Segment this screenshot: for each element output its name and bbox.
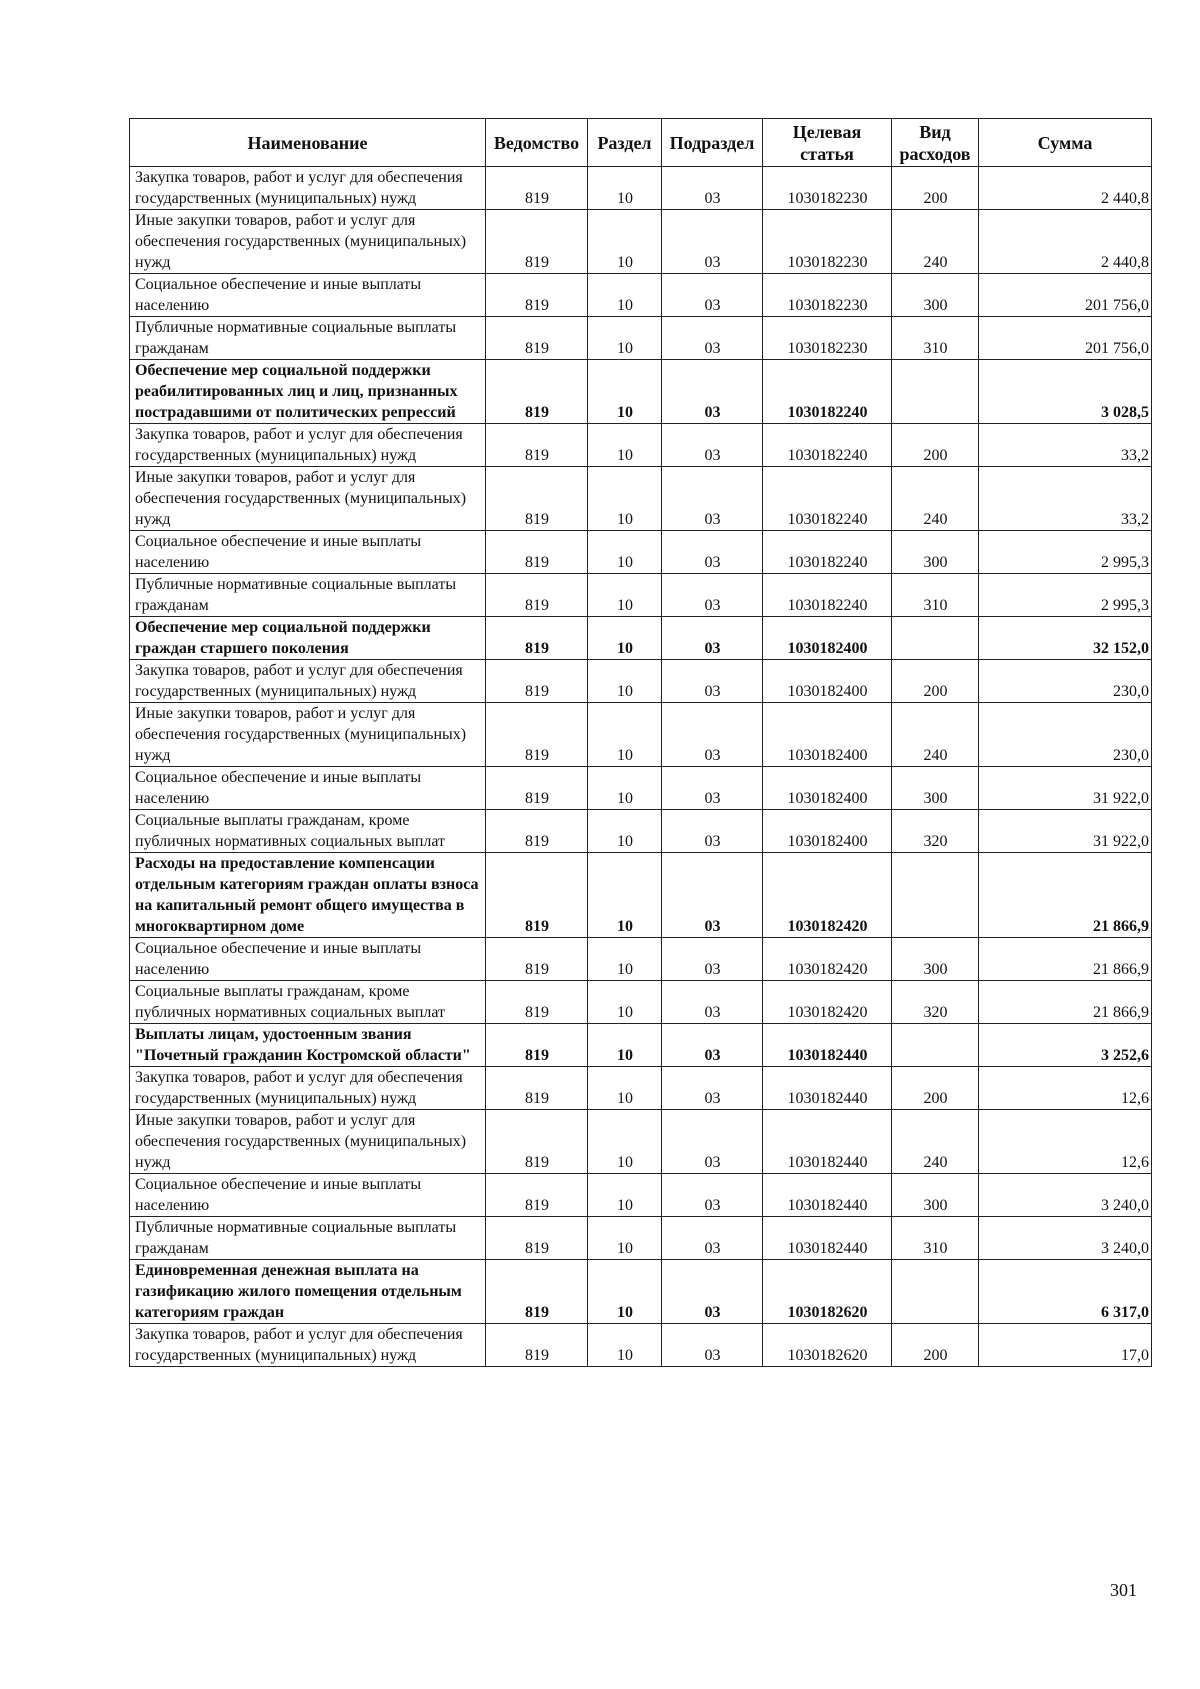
cell-target: 1030182240: [763, 574, 892, 617]
cell-subsection: 03: [662, 317, 763, 360]
cell-section: 10: [588, 853, 662, 938]
cell-subsection: 03: [662, 810, 763, 853]
cell-name: Социальные выплаты гражданам, кроме публичных нормативных социальных выплат: [130, 810, 486, 853]
cell-section: 10: [588, 660, 662, 703]
cell-target: 1030182240: [763, 424, 892, 467]
cell-name: Публичные нормативные социальные выплаты гражданам: [130, 1217, 486, 1260]
header-target: [763, 119, 892, 167]
cell-section: 10: [588, 317, 662, 360]
cell-target: 1030182400: [763, 660, 892, 703]
cell-target: 1030182240: [763, 531, 892, 574]
cell-type: 310: [892, 317, 979, 360]
cell-name: Социальные выплаты гражданам, кроме публичных нормативных социальных выплат: [130, 981, 486, 1024]
cell-amount: 6 317,0: [979, 1260, 1152, 1324]
cell-dept: 819: [486, 574, 588, 617]
table-row: [130, 1324, 1152, 1367]
cell-target: 1030182240: [763, 467, 892, 531]
cell-name: Социальное обеспечение и иные выплаты населению: [130, 531, 486, 574]
cell-name: Социальное обеспечение и иные выплаты населению: [130, 274, 486, 317]
cell-section: 10: [588, 1067, 662, 1110]
cell-subsection: 03: [662, 1024, 763, 1067]
cell-type: 200: [892, 1324, 979, 1367]
cell-name: Социальное обеспечение и иные выплаты населению: [130, 938, 486, 981]
table-row: [130, 981, 1152, 1024]
cell-dept: 819: [486, 1324, 588, 1367]
cell-amount: 201 756,0: [979, 274, 1152, 317]
cell-amount: 3 240,0: [979, 1174, 1152, 1217]
cell-dept: 819: [486, 274, 588, 317]
table-row: [130, 317, 1152, 360]
header-section: Раздел: [588, 119, 662, 167]
cell-dept: 819: [486, 981, 588, 1024]
cell-section: 10: [588, 167, 662, 210]
cell-type: 310: [892, 574, 979, 617]
cell-type: 320: [892, 981, 979, 1024]
cell-dept: 819: [486, 660, 588, 703]
cell-amount: 2 440,8: [979, 210, 1152, 274]
cell-target: 1030182240: [763, 360, 892, 424]
cell-section: 10: [588, 703, 662, 767]
cell-section: 10: [588, 274, 662, 317]
cell-type: 240: [892, 703, 979, 767]
table-row: [130, 1110, 1152, 1174]
table-row: [130, 810, 1152, 853]
cell-amount: 2 440,8: [979, 167, 1152, 210]
cell-target: 1030182420: [763, 981, 892, 1024]
cell-name: Иные закупки товаров, работ и услуг для обеспечения государственных (муниципальных) нужд: [130, 1110, 486, 1174]
cell-subsection: 03: [662, 853, 763, 938]
cell-type: 300: [892, 938, 979, 981]
header-dept: Ведомство: [486, 119, 588, 167]
cell-type: 240: [892, 210, 979, 274]
header-type-line1: Вид: [919, 121, 951, 142]
cell-type: [892, 617, 979, 660]
cell-target: 1030182420: [763, 938, 892, 981]
cell-amount: 2 995,3: [979, 574, 1152, 617]
cell-subsection: 03: [662, 703, 763, 767]
cell-amount: 21 866,9: [979, 981, 1152, 1024]
cell-section: 10: [588, 767, 662, 810]
cell-name: Социальное обеспечение и иные выплаты населению: [130, 1174, 486, 1217]
cell-type: 300: [892, 274, 979, 317]
cell-section: 10: [588, 424, 662, 467]
table-row: [130, 767, 1152, 810]
table-body: [130, 167, 1152, 1367]
cell-section: 10: [588, 210, 662, 274]
cell-subsection: 03: [662, 660, 763, 703]
header-subsection: Подраздел: [662, 119, 763, 167]
table-row: [130, 1067, 1152, 1110]
cell-target: 1030182230: [763, 317, 892, 360]
table-row: [130, 1174, 1152, 1217]
header-row: [130, 119, 1152, 167]
table-row: [130, 1217, 1152, 1260]
header-type: [892, 119, 979, 167]
table-row: [130, 574, 1152, 617]
cell-dept: 819: [486, 317, 588, 360]
cell-amount: 201 756,0: [979, 317, 1152, 360]
cell-subsection: 03: [662, 617, 763, 660]
table-row: [130, 660, 1152, 703]
cell-target: 1030182230: [763, 274, 892, 317]
cell-name: Выплаты лицам, удостоенным звания "Почетный гражданин Костромской области": [130, 1024, 486, 1067]
cell-amount: 21 866,9: [979, 853, 1152, 938]
table-row: [130, 617, 1152, 660]
cell-dept: 819: [486, 1260, 588, 1324]
cell-name: Обеспечение мер социальной поддержки граждан старшего поколения: [130, 617, 486, 660]
cell-type: 200: [892, 1067, 979, 1110]
table-row: [130, 424, 1152, 467]
cell-section: 10: [588, 810, 662, 853]
header-target-line1: Целевая: [792, 121, 862, 142]
cell-dept: 819: [486, 531, 588, 574]
cell-amount: 3 252,6: [979, 1024, 1152, 1067]
cell-type: [892, 1024, 979, 1067]
cell-target: 1030182440: [763, 1024, 892, 1067]
cell-target: 1030182400: [763, 767, 892, 810]
cell-section: 10: [588, 1324, 662, 1367]
table-row: [130, 531, 1152, 574]
cell-target: 1030182440: [763, 1110, 892, 1174]
cell-type: [892, 360, 979, 424]
cell-section: 10: [588, 617, 662, 660]
cell-name: Публичные нормативные социальные выплаты гражданам: [130, 574, 486, 617]
cell-dept: 819: [486, 424, 588, 467]
cell-subsection: 03: [662, 467, 763, 531]
cell-dept: 819: [486, 617, 588, 660]
cell-dept: 819: [486, 210, 588, 274]
cell-dept: 819: [486, 703, 588, 767]
cell-target: 1030182440: [763, 1067, 892, 1110]
cell-section: 10: [588, 1260, 662, 1324]
header-amount: Сумма: [979, 119, 1152, 167]
cell-subsection: 03: [662, 424, 763, 467]
cell-subsection: 03: [662, 360, 763, 424]
cell-type: 240: [892, 467, 979, 531]
cell-amount: 3 240,0: [979, 1217, 1152, 1260]
header-name: Наименование: [130, 119, 486, 167]
cell-dept: 819: [486, 167, 588, 210]
cell-target: 1030182440: [763, 1217, 892, 1260]
cell-target: 1030182400: [763, 703, 892, 767]
cell-subsection: 03: [662, 531, 763, 574]
cell-amount: 12,6: [979, 1110, 1152, 1174]
table-row: [130, 467, 1152, 531]
cell-type: 300: [892, 1174, 979, 1217]
cell-section: 10: [588, 360, 662, 424]
cell-type: 240: [892, 1110, 979, 1174]
cell-target: 1030182400: [763, 617, 892, 660]
cell-dept: 819: [486, 1110, 588, 1174]
cell-amount: 31 922,0: [979, 767, 1152, 810]
cell-dept: 819: [486, 1174, 588, 1217]
cell-name: Закупка товаров, работ и услуг для обеспечения государственных (муниципальных) нужд: [130, 167, 486, 210]
cell-dept: 819: [486, 1067, 588, 1110]
cell-name: Закупка товаров, работ и услуг для обеспечения государственных (муниципальных) нужд: [130, 1067, 486, 1110]
cell-section: 10: [588, 531, 662, 574]
cell-section: 10: [588, 1174, 662, 1217]
cell-subsection: 03: [662, 938, 763, 981]
cell-amount: 31 922,0: [979, 810, 1152, 853]
cell-name: Иные закупки товаров, работ и услуг для обеспечения государственных (муниципальных) нужд: [130, 467, 486, 531]
cell-subsection: 03: [662, 1174, 763, 1217]
cell-amount: 33,2: [979, 467, 1152, 531]
cell-dept: 819: [486, 853, 588, 938]
table-row: [130, 703, 1152, 767]
cell-type: 300: [892, 531, 979, 574]
cell-subsection: 03: [662, 981, 763, 1024]
cell-name: Иные закупки товаров, работ и услуг для обеспечения государственных (муниципальных) нужд: [130, 703, 486, 767]
cell-subsection: 03: [662, 1067, 763, 1110]
table-row: [130, 1260, 1152, 1324]
cell-subsection: 03: [662, 210, 763, 274]
table-row: [130, 938, 1152, 981]
cell-subsection: 03: [662, 1324, 763, 1367]
cell-amount: 33,2: [979, 424, 1152, 467]
table-row: [130, 853, 1152, 938]
cell-section: 10: [588, 574, 662, 617]
cell-dept: 819: [486, 360, 588, 424]
cell-name: Социальное обеспечение и иные выплаты населению: [130, 767, 486, 810]
cell-target: 1030182620: [763, 1260, 892, 1324]
cell-section: 10: [588, 981, 662, 1024]
cell-target: 1030182420: [763, 853, 892, 938]
cell-amount: 32 152,0: [979, 617, 1152, 660]
header-target-line2: статья: [800, 143, 854, 164]
cell-target: 1030182230: [763, 210, 892, 274]
table-row: [130, 167, 1152, 210]
cell-dept: 819: [486, 1217, 588, 1260]
cell-target: 1030182440: [763, 1174, 892, 1217]
table-row: [130, 1024, 1152, 1067]
cell-subsection: 03: [662, 574, 763, 617]
cell-type: 200: [892, 424, 979, 467]
cell-dept: 819: [486, 810, 588, 853]
cell-subsection: 03: [662, 274, 763, 317]
cell-type: 300: [892, 767, 979, 810]
cell-section: 10: [588, 938, 662, 981]
table-row: [130, 360, 1152, 424]
cell-name: Расходы на предоставление компенсации отдельным категориям граждан оплаты взноса на капитальный ремонт общего имущества в многоквартирном доме: [130, 853, 486, 938]
cell-amount: 230,0: [979, 660, 1152, 703]
cell-amount: 2 995,3: [979, 531, 1152, 574]
cell-section: 10: [588, 467, 662, 531]
cell-section: 10: [588, 1024, 662, 1067]
cell-name: Закупка товаров, работ и услуг для обеспечения государственных (муниципальных) нужд: [130, 1324, 486, 1367]
cell-amount: 12,6: [979, 1067, 1152, 1110]
cell-type: 200: [892, 660, 979, 703]
cell-target: 1030182620: [763, 1324, 892, 1367]
cell-subsection: 03: [662, 1110, 763, 1174]
cell-dept: 819: [486, 467, 588, 531]
cell-dept: 819: [486, 767, 588, 810]
cell-amount: 230,0: [979, 703, 1152, 767]
cell-subsection: 03: [662, 767, 763, 810]
cell-name: Публичные нормативные социальные выплаты гражданам: [130, 317, 486, 360]
budget-table: [129, 118, 1152, 1367]
cell-name: Обеспечение мер социальной поддержки реабилитированных лиц и лиц, признанных пострадавшими от политических репрессий: [130, 360, 486, 424]
cell-type: [892, 1260, 979, 1324]
cell-amount: 17,0: [979, 1324, 1152, 1367]
cell-dept: 819: [486, 1024, 588, 1067]
cell-amount: 3 028,5: [979, 360, 1152, 424]
cell-section: 10: [588, 1217, 662, 1260]
cell-type: [892, 853, 979, 938]
cell-name: Единовременная денежная выплата на газификацию жилого помещения отдельным категориям граждан: [130, 1260, 486, 1324]
cell-subsection: 03: [662, 167, 763, 210]
cell-name: Закупка товаров, работ и услуг для обеспечения государственных (муниципальных) нужд: [130, 660, 486, 703]
cell-type: 310: [892, 1217, 979, 1260]
header-type-line2: расходов: [899, 143, 971, 164]
cell-name: Закупка товаров, работ и услуг для обеспечения государственных (муниципальных) нужд: [130, 424, 486, 467]
cell-subsection: 03: [662, 1260, 763, 1324]
table-row: [130, 274, 1152, 317]
cell-name: Иные закупки товаров, работ и услуг для обеспечения государственных (муниципальных) нужд: [130, 210, 486, 274]
cell-type: 320: [892, 810, 979, 853]
cell-subsection: 03: [662, 1217, 763, 1260]
page-number: 301: [1110, 1580, 1137, 1600]
cell-dept: 819: [486, 938, 588, 981]
table-row: [130, 210, 1152, 274]
cell-target: 1030182230: [763, 167, 892, 210]
cell-section: 10: [588, 1110, 662, 1174]
cell-amount: 21 866,9: [979, 938, 1152, 981]
cell-target: 1030182400: [763, 810, 892, 853]
cell-type: 200: [892, 167, 979, 210]
